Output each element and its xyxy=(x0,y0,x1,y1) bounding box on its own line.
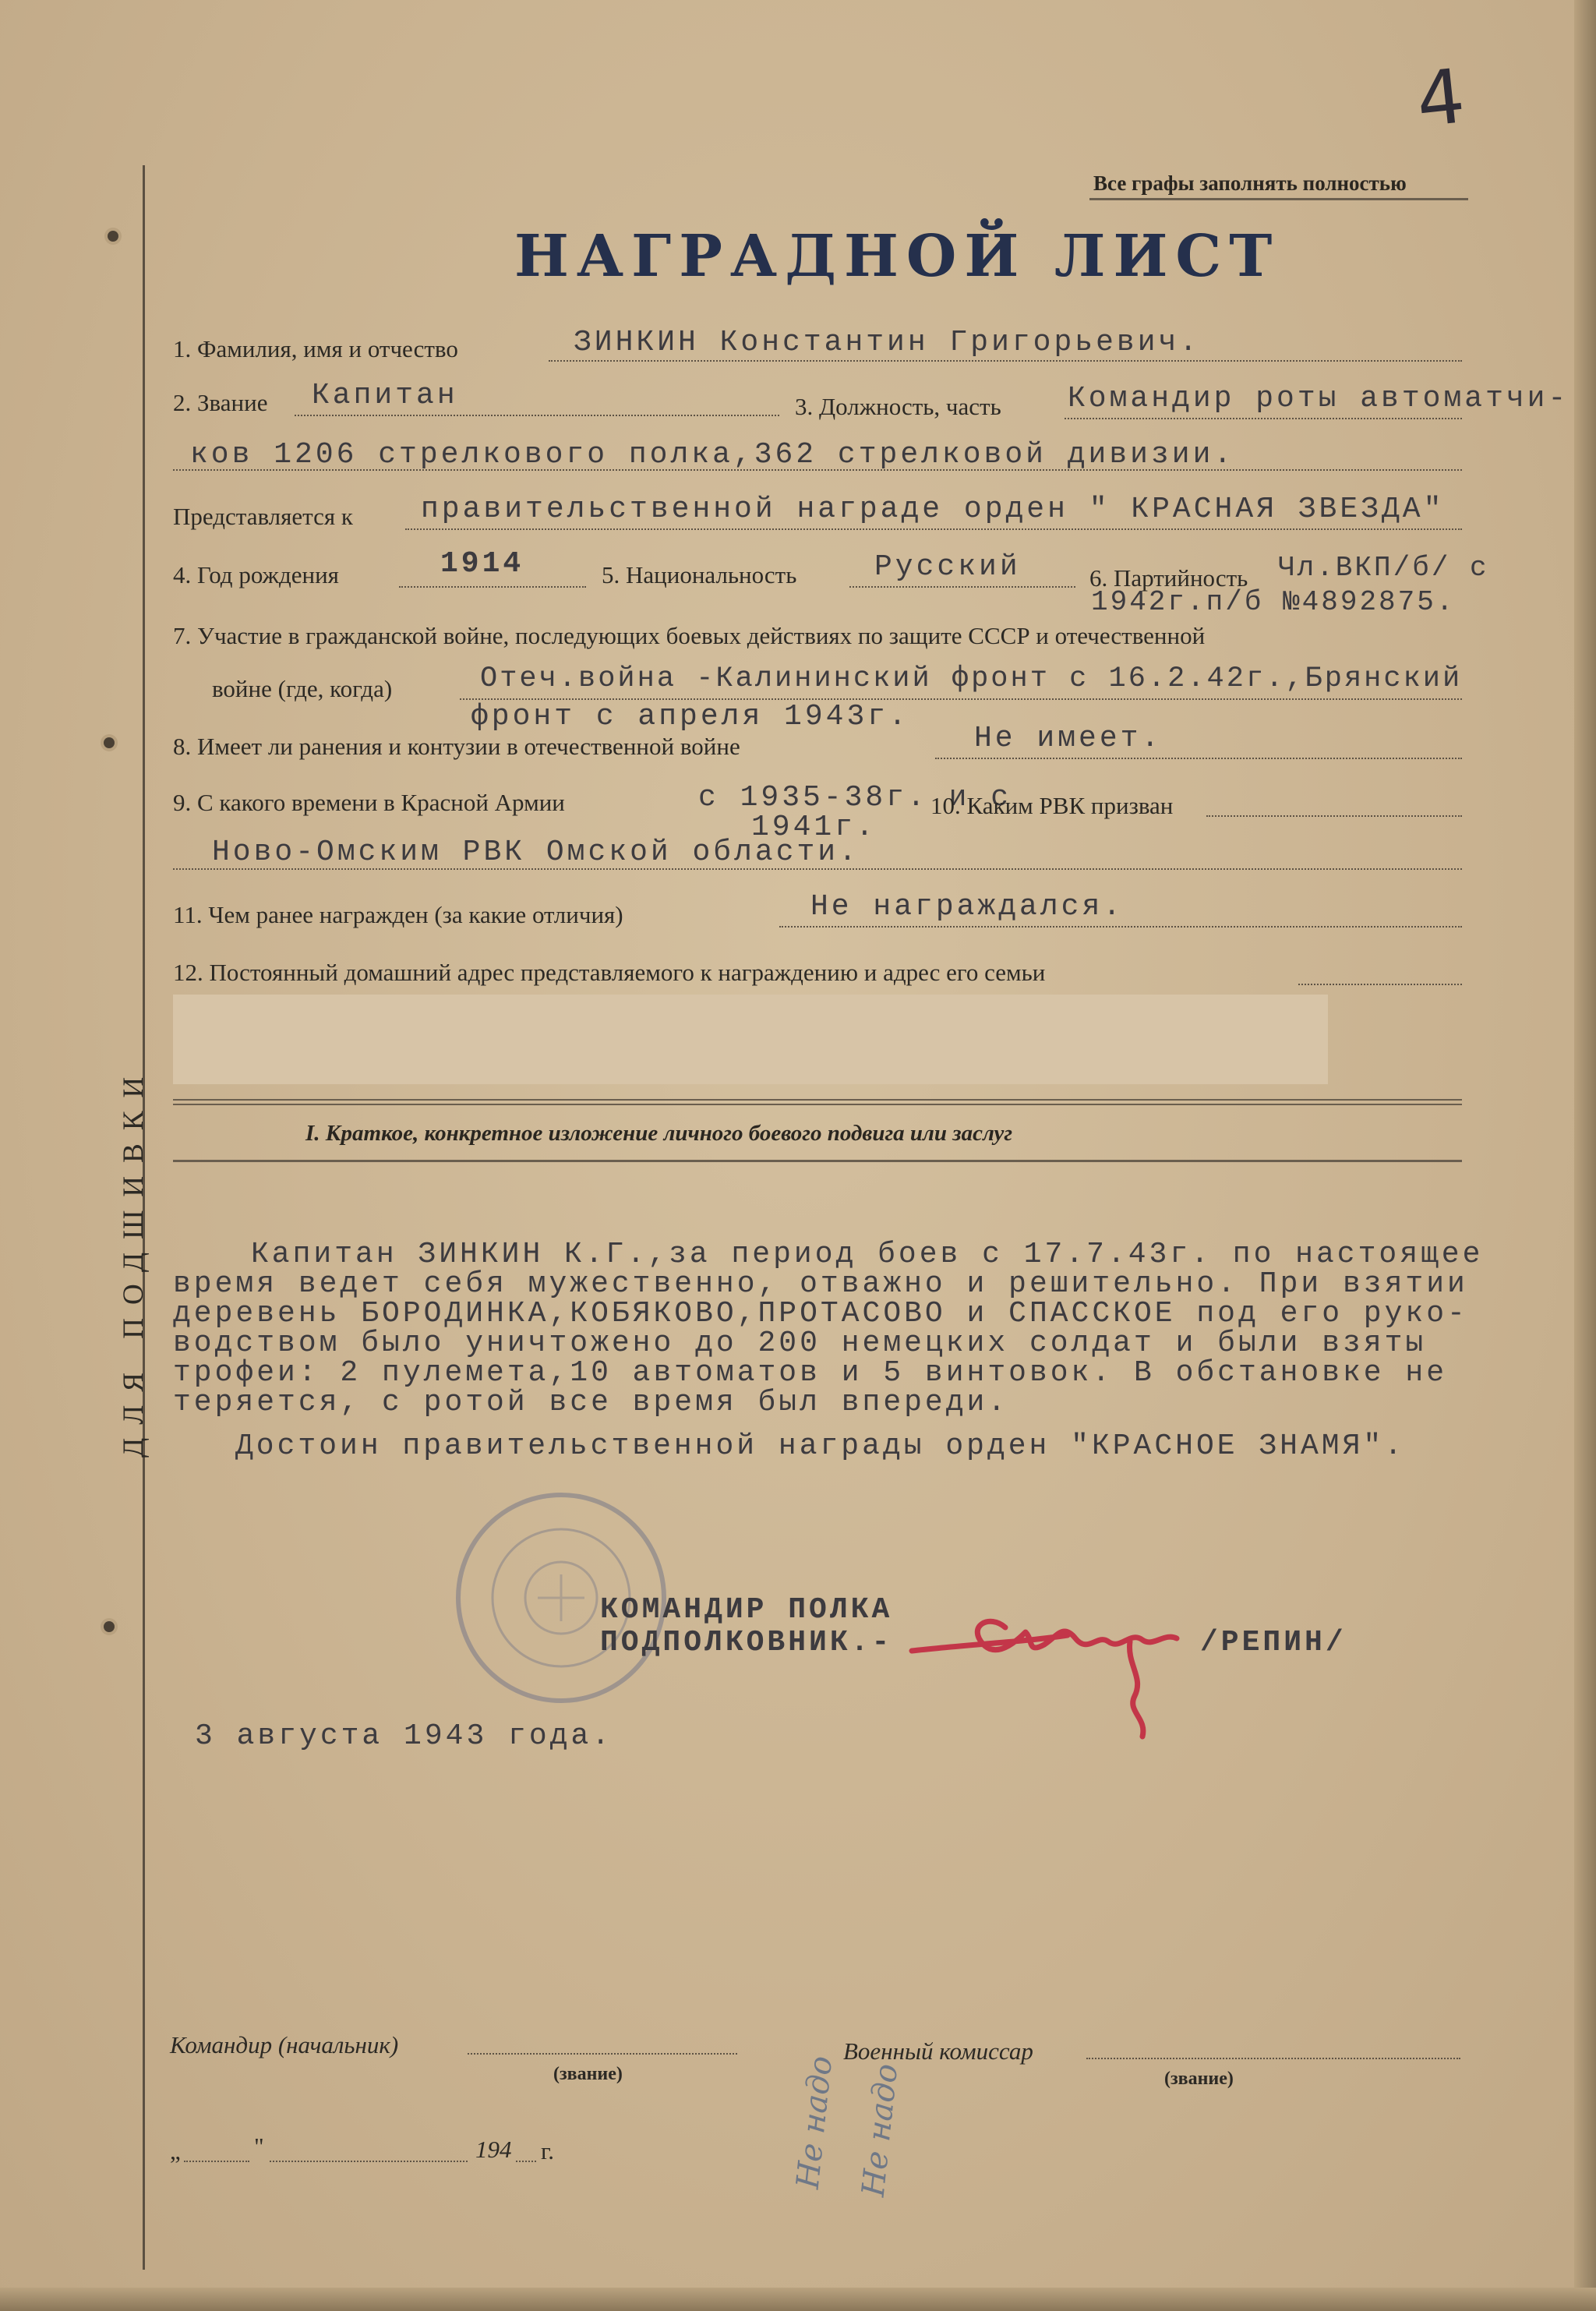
field-10-label: 10. Каким РВК призван xyxy=(930,792,1174,819)
fill-instruction-underline xyxy=(1089,198,1468,200)
narrative-line-4: водством было уничтожено до 200 немецких солдат и были взяты xyxy=(173,1327,1427,1360)
pencil-note-1: Не надо xyxy=(789,2054,840,2191)
footer-year-prefix: 194 xyxy=(475,2136,512,2163)
footer-commander-label: Командир (начальник) xyxy=(170,2031,399,2058)
footer-commander-line xyxy=(468,2053,737,2055)
field-11-label: 11. Чем ранее награжден (за какие отличия) xyxy=(173,901,623,928)
narrative-line-3: деревень БОРОДИНКА,КОБЯКОВО,ПРОТАСОВО и СПАССКОЕ под его руко- xyxy=(173,1297,1468,1330)
field-8-line xyxy=(935,758,1462,759)
field-9-value-cont: 1941г. xyxy=(751,811,877,844)
signature-name: /РЕПИН/ xyxy=(1200,1626,1347,1659)
field-1-label: 1. Фамилия, имя и отчество xyxy=(173,335,458,362)
field-6-value: Чл.ВКП/б/ с xyxy=(1278,552,1489,584)
field-8-label: 8. Имеет ли ранения и контузии в отечественной войне xyxy=(173,733,740,760)
field-2-line xyxy=(295,415,779,416)
field-7-value-cont: фронт с апреля 1943г. xyxy=(471,700,909,733)
field-4-label: 4. Год рождения xyxy=(173,561,339,588)
field-9-value: с 1935-38г. и с xyxy=(698,781,1012,815)
page-number: 4 xyxy=(1412,52,1469,144)
field-10-line xyxy=(1206,815,1462,817)
paper-edge-bottom xyxy=(0,2288,1596,2311)
field-6-label: 6. Партийность xyxy=(1089,564,1248,592)
footer-commissar-label: Военный комиссар xyxy=(843,2037,1033,2065)
field-4-value: 1914 xyxy=(440,547,524,581)
field-2-value: Капитан xyxy=(312,379,458,412)
field-5-line xyxy=(849,586,1075,588)
nomination-label: Представляется к xyxy=(173,503,353,530)
handwritten-signature xyxy=(896,1590,1223,1746)
footer-year-line xyxy=(516,2161,536,2162)
field-10-value: Ново-Омским РВК Омской области. xyxy=(212,836,860,869)
document-title: НАГРАДНОЙ ЛИСТ xyxy=(514,223,1280,290)
paper-edge-right xyxy=(1574,0,1596,2311)
pencil-note-2: Не надо xyxy=(855,2062,906,2199)
field-1-value: ЗИНКИН Константин Григорьевич. xyxy=(574,326,1201,359)
section-underline xyxy=(173,1160,1462,1162)
footer-commissar-line xyxy=(1086,2058,1460,2059)
divider xyxy=(173,1099,1462,1101)
footer-day-line xyxy=(184,2161,249,2162)
signature-date: 3 августа 1943 года. xyxy=(195,1719,613,1753)
field-6-value-cont: 1942г.п/б №4892875. xyxy=(1091,586,1456,618)
footer-month-line xyxy=(270,2161,468,2162)
field-3-label: 3. Должность, часть xyxy=(795,393,1001,420)
binding-hole xyxy=(104,1621,115,1632)
field-8-value: Не имеет. xyxy=(974,722,1163,755)
field-10-line-cont xyxy=(173,868,1462,870)
narrative-line-7: Достоин правительственной награды орден "КРАСНОЕ ЗНАМЯ". xyxy=(235,1429,1406,1463)
field-3-value: Командир роты автоматчи- xyxy=(1068,382,1570,415)
field-1-line xyxy=(549,360,1462,362)
field-3-line xyxy=(1065,418,1462,419)
nomination-value: правительственной награде орден " КРАСНАЯ ЗВЕЗДА" xyxy=(421,493,1445,526)
field-11-line xyxy=(779,926,1462,928)
field-12-label: 12. Постоянный домашний адрес представляемого к награждению и адрес его семьи xyxy=(173,959,1046,986)
binding-hole xyxy=(104,737,115,748)
field-11-value: Не награждался. xyxy=(810,890,1125,924)
field-12-line xyxy=(1298,984,1462,985)
field-2-label: 2. Звание xyxy=(173,389,268,416)
field-5-value: Русский xyxy=(874,550,1021,584)
field-7-label-cont: войне (где, когда) xyxy=(212,675,393,702)
narrative-line-6: теряется, с ротой все время был впереди. xyxy=(173,1386,1009,1419)
field-9-label: 9. С какого времени в Красной Армии xyxy=(173,789,565,816)
footer-year-suffix: г. xyxy=(541,2137,554,2164)
footer-rank-2: (звание) xyxy=(1164,2069,1234,2089)
signature-title: КОМАНДИР ПОЛКА xyxy=(600,1593,893,1627)
narrative-line-1: Капитан ЗИНКИН К.Г.,за период боев с 17.7.43г. по настоящее xyxy=(251,1238,1484,1271)
field-7-label: 7. Участие в гражданской войне, последующих боевых действиях по защите СССР и отечественной xyxy=(173,622,1206,649)
fill-instruction: Все графы заполнять полностью xyxy=(1093,171,1407,195)
field-4-line xyxy=(399,586,586,588)
binding-margin-label: ДЛЯ ПОДШИВКИ xyxy=(118,1063,150,1458)
divider xyxy=(173,1104,1462,1105)
binding-hole xyxy=(108,231,118,242)
nomination-line xyxy=(405,528,1462,530)
signature-rank: ПОДПОЛКОВНИК.- xyxy=(600,1626,893,1659)
section-heading: I. Краткое, конкретное изложение личного боевого подвига или заслуг xyxy=(305,1121,1013,1146)
field-7-value: Отеч.война -Калининский фронт с 16.2.42г.,Брянский xyxy=(480,663,1463,695)
footer-date-quote-open: „ xyxy=(170,2137,181,2164)
field-3-line-cont xyxy=(173,469,1462,471)
field-5-label: 5. Национальность xyxy=(602,561,797,588)
narrative-line-2: время ведет себя мужественно, отважно и решительно. При взятии xyxy=(173,1267,1468,1301)
field-3-value-cont: ков 1206 стрелкового полка,362 стрелковой дивизии. xyxy=(190,438,1235,472)
footer-rank-1: (звание) xyxy=(553,2064,623,2084)
footer-date-quote-close: " xyxy=(254,2133,264,2160)
narrative-line-5: трофеи: 2 пулемета,10 автоматов и 5 винтовок. В обстановке не xyxy=(173,1356,1448,1390)
redacted-address xyxy=(173,995,1328,1084)
